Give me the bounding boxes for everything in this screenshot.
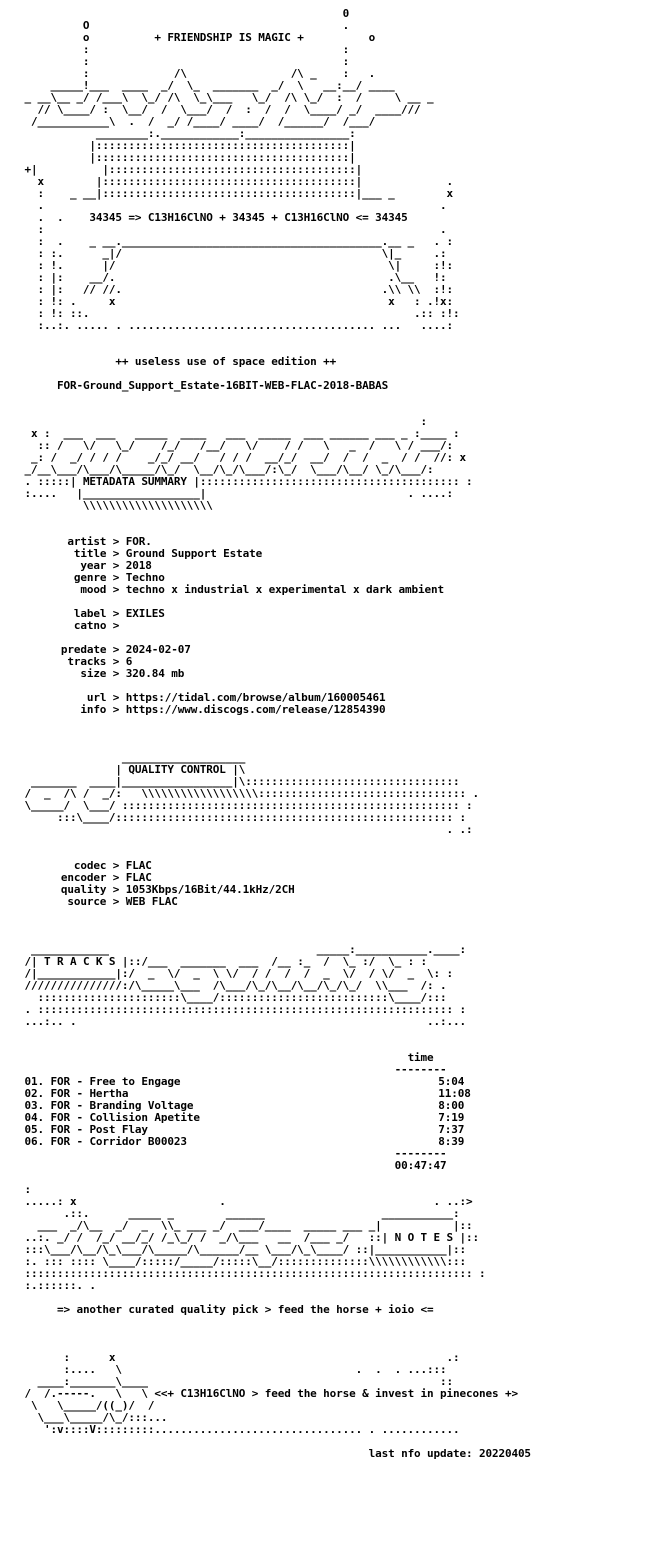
metadata-key-mood: mood — [80, 583, 107, 596]
quality-value-quality: 1053Kbps/16Bit/44.1kHz/2CH — [125, 883, 295, 896]
edition: ++ useless use of space edition ++ — [115, 355, 337, 368]
track-time: 11:08 — [438, 1087, 471, 1100]
track-time: 7:19 — [438, 1111, 465, 1124]
metadata-key-info: info — [80, 703, 107, 716]
quality-key-source: source — [67, 895, 107, 908]
metadata-key-title: title — [73, 547, 107, 560]
metadata-value-title: Ground Support Estate — [125, 547, 263, 560]
quality-key-codec: codec — [73, 859, 107, 872]
metadata-value-predate: 2024-02-07 — [125, 643, 191, 656]
time-header: time — [407, 1051, 434, 1064]
metadata-key-year: year — [80, 559, 107, 572]
metadata-key-label: label — [73, 607, 107, 620]
last-update: last nfo update: 20220405 — [368, 1447, 531, 1460]
track-time: 8:39 — [438, 1135, 465, 1148]
track-title: FOR - Post Flay — [50, 1123, 148, 1136]
track-title: FOR - Free to Engage — [50, 1075, 181, 1088]
track-number: 04. — [24, 1111, 44, 1124]
metadata-key-predate: predate — [60, 643, 107, 656]
track-title: FOR - Branding Voltage — [50, 1099, 194, 1112]
track-number: 01. — [24, 1075, 44, 1088]
quality-value-codec: FLAC — [125, 859, 152, 872]
track-number: 05. — [24, 1123, 44, 1136]
track-number: 03. — [24, 1099, 44, 1112]
metadata-value-year: 2018 — [125, 559, 152, 572]
total-time: 00:47:47 — [394, 1159, 447, 1172]
quality-title: QUALITY CONTROL — [128, 763, 226, 776]
metadata-key-tracks: tracks — [67, 655, 107, 668]
track-time: 8:00 — [438, 1099, 465, 1112]
quality-value-source: WEB FLAC — [125, 895, 178, 908]
metadata-value-genre: Techno — [125, 571, 165, 584]
metadata-value-tracks: 6 — [125, 655, 133, 668]
metadata-value-mood: techno x industrial x experimental x dark ambient — [125, 583, 444, 596]
track-number: 02. — [24, 1087, 44, 1100]
notes-text: => another curated quality pick > feed the horse + ioio <= — [56, 1303, 434, 1316]
metadata-value-info: https://www.discogs.com/release/12854390 — [125, 703, 386, 716]
metadata-key-url: url — [86, 691, 107, 704]
quality-key-encoder: encoder — [60, 871, 107, 884]
metadata-value-artist: FOR. — [125, 535, 152, 548]
metadata-key-artist: artist — [67, 535, 107, 548]
nfo-document: 0 O . o + FRIENDSHIP IS MAGIC + o : : : : : /\ /\ _ : . _____!___ ____ _/ \_ _______ _/ \ __:__/ ____ _ __\__ _/ /___\ \_/ /\ \_\___ \_/ /\ \_/ : / \ __ _ // \____/ : \__/ / \___/ / : / / \____/ _/ ____/// /___________\ . / _/ /____/ ____/ /______/ /___/ ________:.____________:________________: |:::::::::::::::::::::::::::::::::::::::| |:::::::::::::::::::::::::::::::::::::::| +| |::::::::::::::::::::::::::::::::::::::| x |:::::::::::::::::::::::::::::::::::::::| . : _ __|:::::::::::::::::::::::::::::::::::::::|___ _ x . . . . 34345 => C13H16ClNO + 34345 + C13H16ClNO <= 34345 : . : . _ __.________________________________________.__ _ . : : :. _|/ \|_ .: : !. |/ \| :!: : |: __/. .\__ !: : |: // //. .\\ \\ :!: : !: . x x : .!x: : !: ::. .:: :!: :..:. ..... . ...................................... ... ....: ++ useless use of space edition ++ FOR-Ground_Support_Estate-16BIT-WEB-FLAC-2018-BABAS : x : ___ ___ _____ ____ ___ _____ ___ ______ ___ _ :____ : :: / \/ \_/ /_/ /__/ \/ / / \ _ / \ / ___/: _: / _/ / / / _/_/ __/ / / / __/_/ __/ / / _ / / //: x _/__\___/\___/\_____/\_/ \__/\_/\___/:\_/ \___/\__/ \_/\___/: . :::::| METADATA SUMMARY |:::::::::::::::::::::::::::::::::::::::: : :.... |__________________| . ....: \\\\\\\\\\\\\\\\\\\\ artist > FOR. title > Ground Support Estate year > 2018 genre > Techno mood > techno x industrial x experimental x dark ambient label > EXILES catno > predate > 2024-02-07 tracks > 6 size > 320.84 mb url > https://tidal.com/browse/album/160005461 info > https://www.discogs.com/release/12854390 ___________________ | QUALITY CONTROL |\ _______ ____|_________________|\::::::::::::::::::::::::::::::::: / _ /\ / _/: \\\\\\\\\\\\\\\\\\:::::::::::::::::::::::::::::::: . \_____/ \___/ :::::::::::::::::::::::::::::::::::::::::::::::::::: : :::\____/:::::::::::::::::::::::::::::::::::::::::::::::::::: : . .: codec > FLAC encoder > FLAC quality > 1053Kbps/16Bit/44.1kHz/2CH source > WEB FLAC ____________ _____:___________.____: /| T R A C K S |::/___ _______ ___ /__ :_ / \_ :/ \_ : : /|____________|:/ _ \/ _ \ \/ / / / / _ \/ / \/ _ \: : ///////////////:/\_____\___ /\___/\_/\__/\__/\_/\_/ \\___ /: . ::::::::::::::::::::::\____/::::::::::::::::::::::::::\____/::: . :::::::::::::::::::::::::::::::::::::::::::::::::::::::::::::::: : ...:.. . ..:... time -------- 01. FOR - Free to Engage 5:04 02. FOR - Hertha 11:08 03. FOR - Branding Voltage 8:00 04. FOR - Collision Apetite 7:19 05. FOR - Post Flay 7:37 06. FOR - Corridor B00023 8:39 -------- 00:47:47 : .....: x . . ..:> .::. _____ _ ______ ___________: ___ _/\__ _/ _ \\_ ___ _/ ___/____ _____ ___ _| |:: ..:. _/ / /_/ __/_/ /_\_/ / _/\___ __ /___ _/ ::| N O T E S |:: :::\___/\__/\_\___/\_____/\______/__ \___/\_\____/ ::|___________|:: :. ::: :::: \____/:::::/_____/:::::\__/::::::::::::::\\\\\\\\\\\\::: ::::::::::::::::::::::::::::::::::::::::::::::::::::::::::::::::::::: : :.::::::. . => another curated quality pick > feed the horse + ioio <= : x .: :.... \ . . . ...::: ____:_______\____ :: / /.-----. \ \ <<+ C13H16ClNO > feed the horse & invest in pinecones +> \ \_____/((_)/ / \___\_____/\_/:::... ':v::::V:::::::::................................ . ............ last nfo update: 20220405 — [24, 7, 531, 1460]
track-number: 06. — [24, 1135, 44, 1148]
metadata-value-label: EXILES — [125, 607, 165, 620]
track-title: FOR - Corridor B00023 — [50, 1135, 187, 1148]
track-time: 7:37 — [438, 1123, 465, 1136]
quality-value-encoder: FLAC — [125, 871, 152, 884]
notes-title: N O T E S — [394, 1231, 454, 1244]
metadata-key-genre: genre — [73, 571, 107, 584]
metadata-title: METADATA SUMMARY — [82, 475, 187, 488]
tracks-title: T R A C K S — [43, 955, 116, 968]
metadata-key-catno: catno — [73, 619, 107, 632]
release-name: FOR-Ground_Support_Estate-16BIT-WEB-FLAC-2018-BABAS — [56, 379, 389, 392]
track-time: 5:04 — [438, 1075, 465, 1088]
metadata-key-size: size — [80, 667, 107, 680]
track-title: FOR - Collision Apetite — [50, 1111, 200, 1124]
metadata-value-url: https://tidal.com/browse/album/160005461 — [125, 691, 386, 704]
formula: 34345 => C13H16ClNO + 34345 + C13H16ClNO <= 34345 — [89, 211, 408, 224]
quality-key-quality: quality — [60, 883, 107, 896]
track-title: FOR - Hertha — [50, 1087, 129, 1100]
metadata-value-size: 320.84 mb — [125, 667, 185, 680]
tagline: + FRIENDSHIP IS MAGIC + — [154, 31, 304, 44]
signoff: <<+ C13H16ClNO > feed the horse & invest in pinecones +> — [154, 1387, 518, 1400]
